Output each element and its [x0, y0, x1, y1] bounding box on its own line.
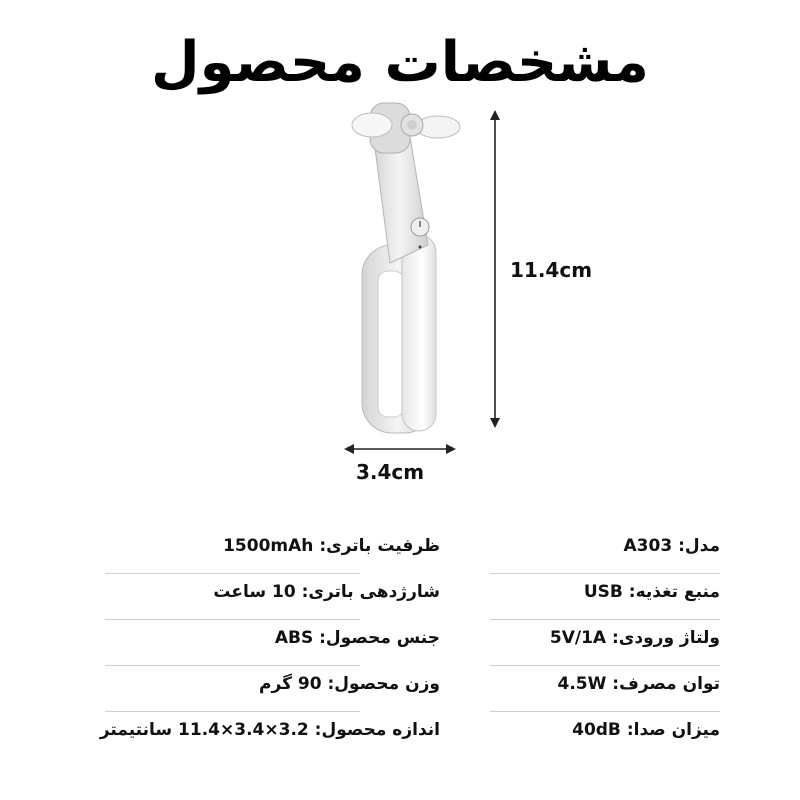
- spec-cell: توان مصرف: 4.5W: [557, 674, 720, 694]
- spec-row: [60, 620, 720, 666]
- fan-frame-slot: [378, 271, 404, 417]
- handheld-fan-image: [330, 95, 490, 445]
- spec-row: [60, 712, 720, 758]
- fan-handle: [402, 235, 436, 431]
- spec-cell: وزن محصول: 90 گرم: [259, 674, 440, 694]
- spec-cell: منبع تغذیه: USB: [583, 582, 720, 602]
- spec-cell: جنس محصول: ABS: [274, 628, 440, 648]
- spec-cell: شارژدهی باتری: 10 ساعت: [213, 582, 440, 602]
- spec-cell: مدل: A303: [623, 536, 720, 556]
- spec-cell: ظرفیت باتری: 1500mAh: [223, 536, 440, 556]
- spec-row: [60, 574, 720, 620]
- width-label: 3.4cm: [356, 460, 425, 484]
- height-label: 11.4cm: [510, 258, 593, 282]
- spec-cell: میزان صدا: 40dB: [572, 720, 720, 740]
- width-arrow: [342, 442, 458, 456]
- page-title: مشخصات محصول: [151, 30, 649, 95]
- spec-row: [60, 666, 720, 712]
- fan-blade-left: [352, 113, 392, 137]
- spec-cell: اندازه محصول: 3.2×3.4×11.4 سانتیمتر: [99, 720, 440, 740]
- spec-cell: ولتاژ ورودی: 5V/1A: [549, 628, 720, 648]
- spec-table: [60, 528, 720, 758]
- height-arrow: [488, 108, 502, 430]
- spec-row: [60, 528, 720, 574]
